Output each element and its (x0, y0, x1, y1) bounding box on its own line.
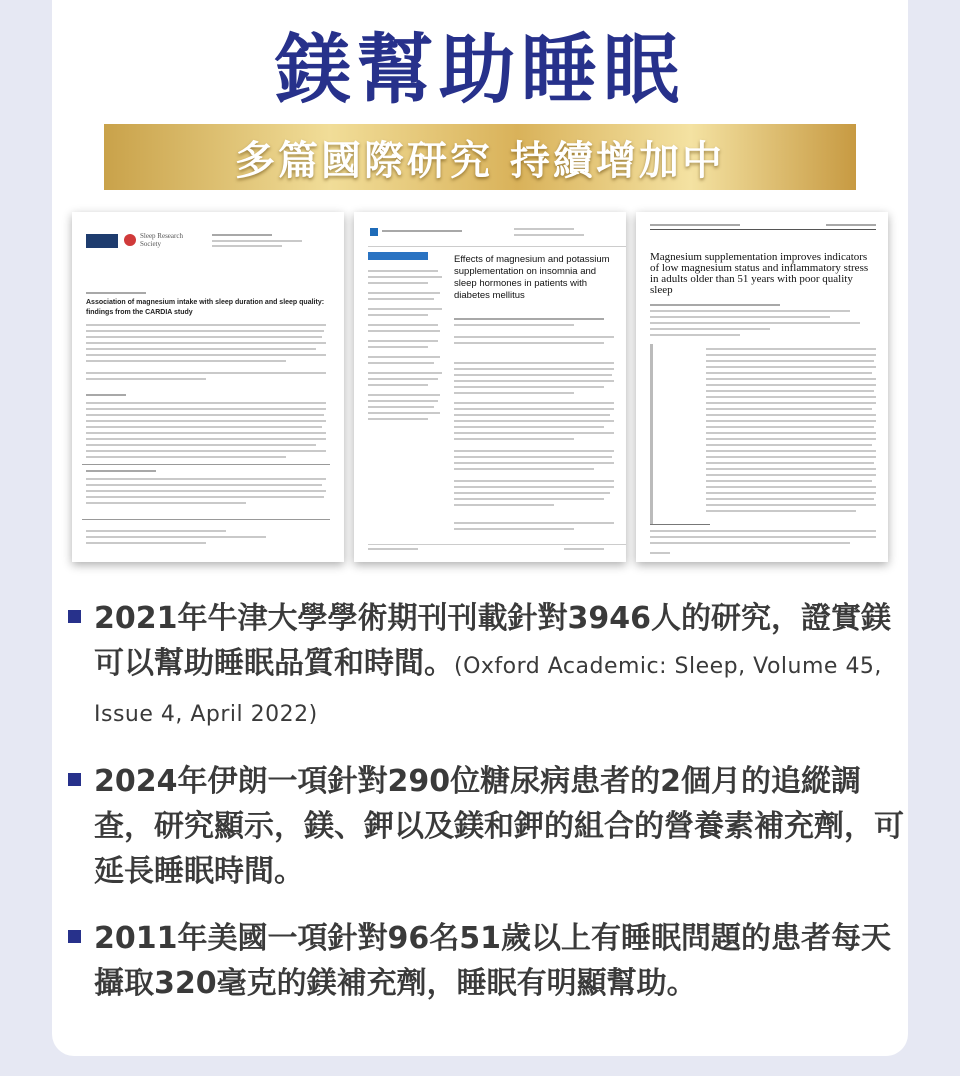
frontiers-logo-icon (370, 228, 378, 236)
sleep-society-logo-icon (124, 234, 136, 246)
findings-list (66, 596, 906, 1028)
finding-text: 2021年牛津大學學術期刊刊載針對3946人的研究，證實鎂可以幫助睡眠品質和時間。 (94, 601, 891, 681)
paper-title: Magnesium supplementation improves indicators of low magnesium status and inflammatory stress in adults older than 51 years with poor quality sleep (650, 251, 869, 296)
oxford-logo (86, 234, 118, 248)
paper-title: Association of magnesium intake with sleep duration and sleep quality: findings from the CARDIA study (86, 299, 325, 316)
paper-thumbnail-oxford (72, 212, 344, 562)
list-item (66, 916, 906, 1006)
paper-thumbnail-frontiers (354, 212, 626, 562)
finding-text: 2011年美國一項針對96名51歲以上有睡眠問題的患者每天攝取320毫克的鎂補充劑，睡眠有明顯幫助。 (94, 921, 891, 1001)
check-updates-badge (368, 252, 428, 260)
banner-text: 多篇國際研究 持續增加中 (235, 137, 725, 184)
finding-citation: (Oxford Academic: Sleep, Volume 45, Issue 4, April 2022) (94, 654, 882, 727)
banner (104, 124, 856, 190)
bullet-square-icon (68, 773, 81, 786)
sleep-society-logo-text: Sleep Research Society (140, 232, 183, 248)
list-item (66, 759, 906, 894)
page-title: 鎂幫助睡眠 (275, 25, 685, 114)
bullet-square-icon (68, 930, 81, 943)
paper-thumbnail-magnesium-research (636, 212, 888, 562)
list-item (66, 596, 906, 737)
bullet-square-icon (68, 610, 81, 623)
paper-title: Effects of magnesium and potassium supplementation on insomnia and sleep hormones in patients with diabetes mellitus (454, 254, 610, 301)
finding-text: 2024年伊朗一項針對290位糖尿病患者的2個月的追縱調查，研究顯示，鎂、鉀以及鎂和鉀的組合的營養素補充劑，可延長睡眠時間。 (94, 764, 904, 889)
